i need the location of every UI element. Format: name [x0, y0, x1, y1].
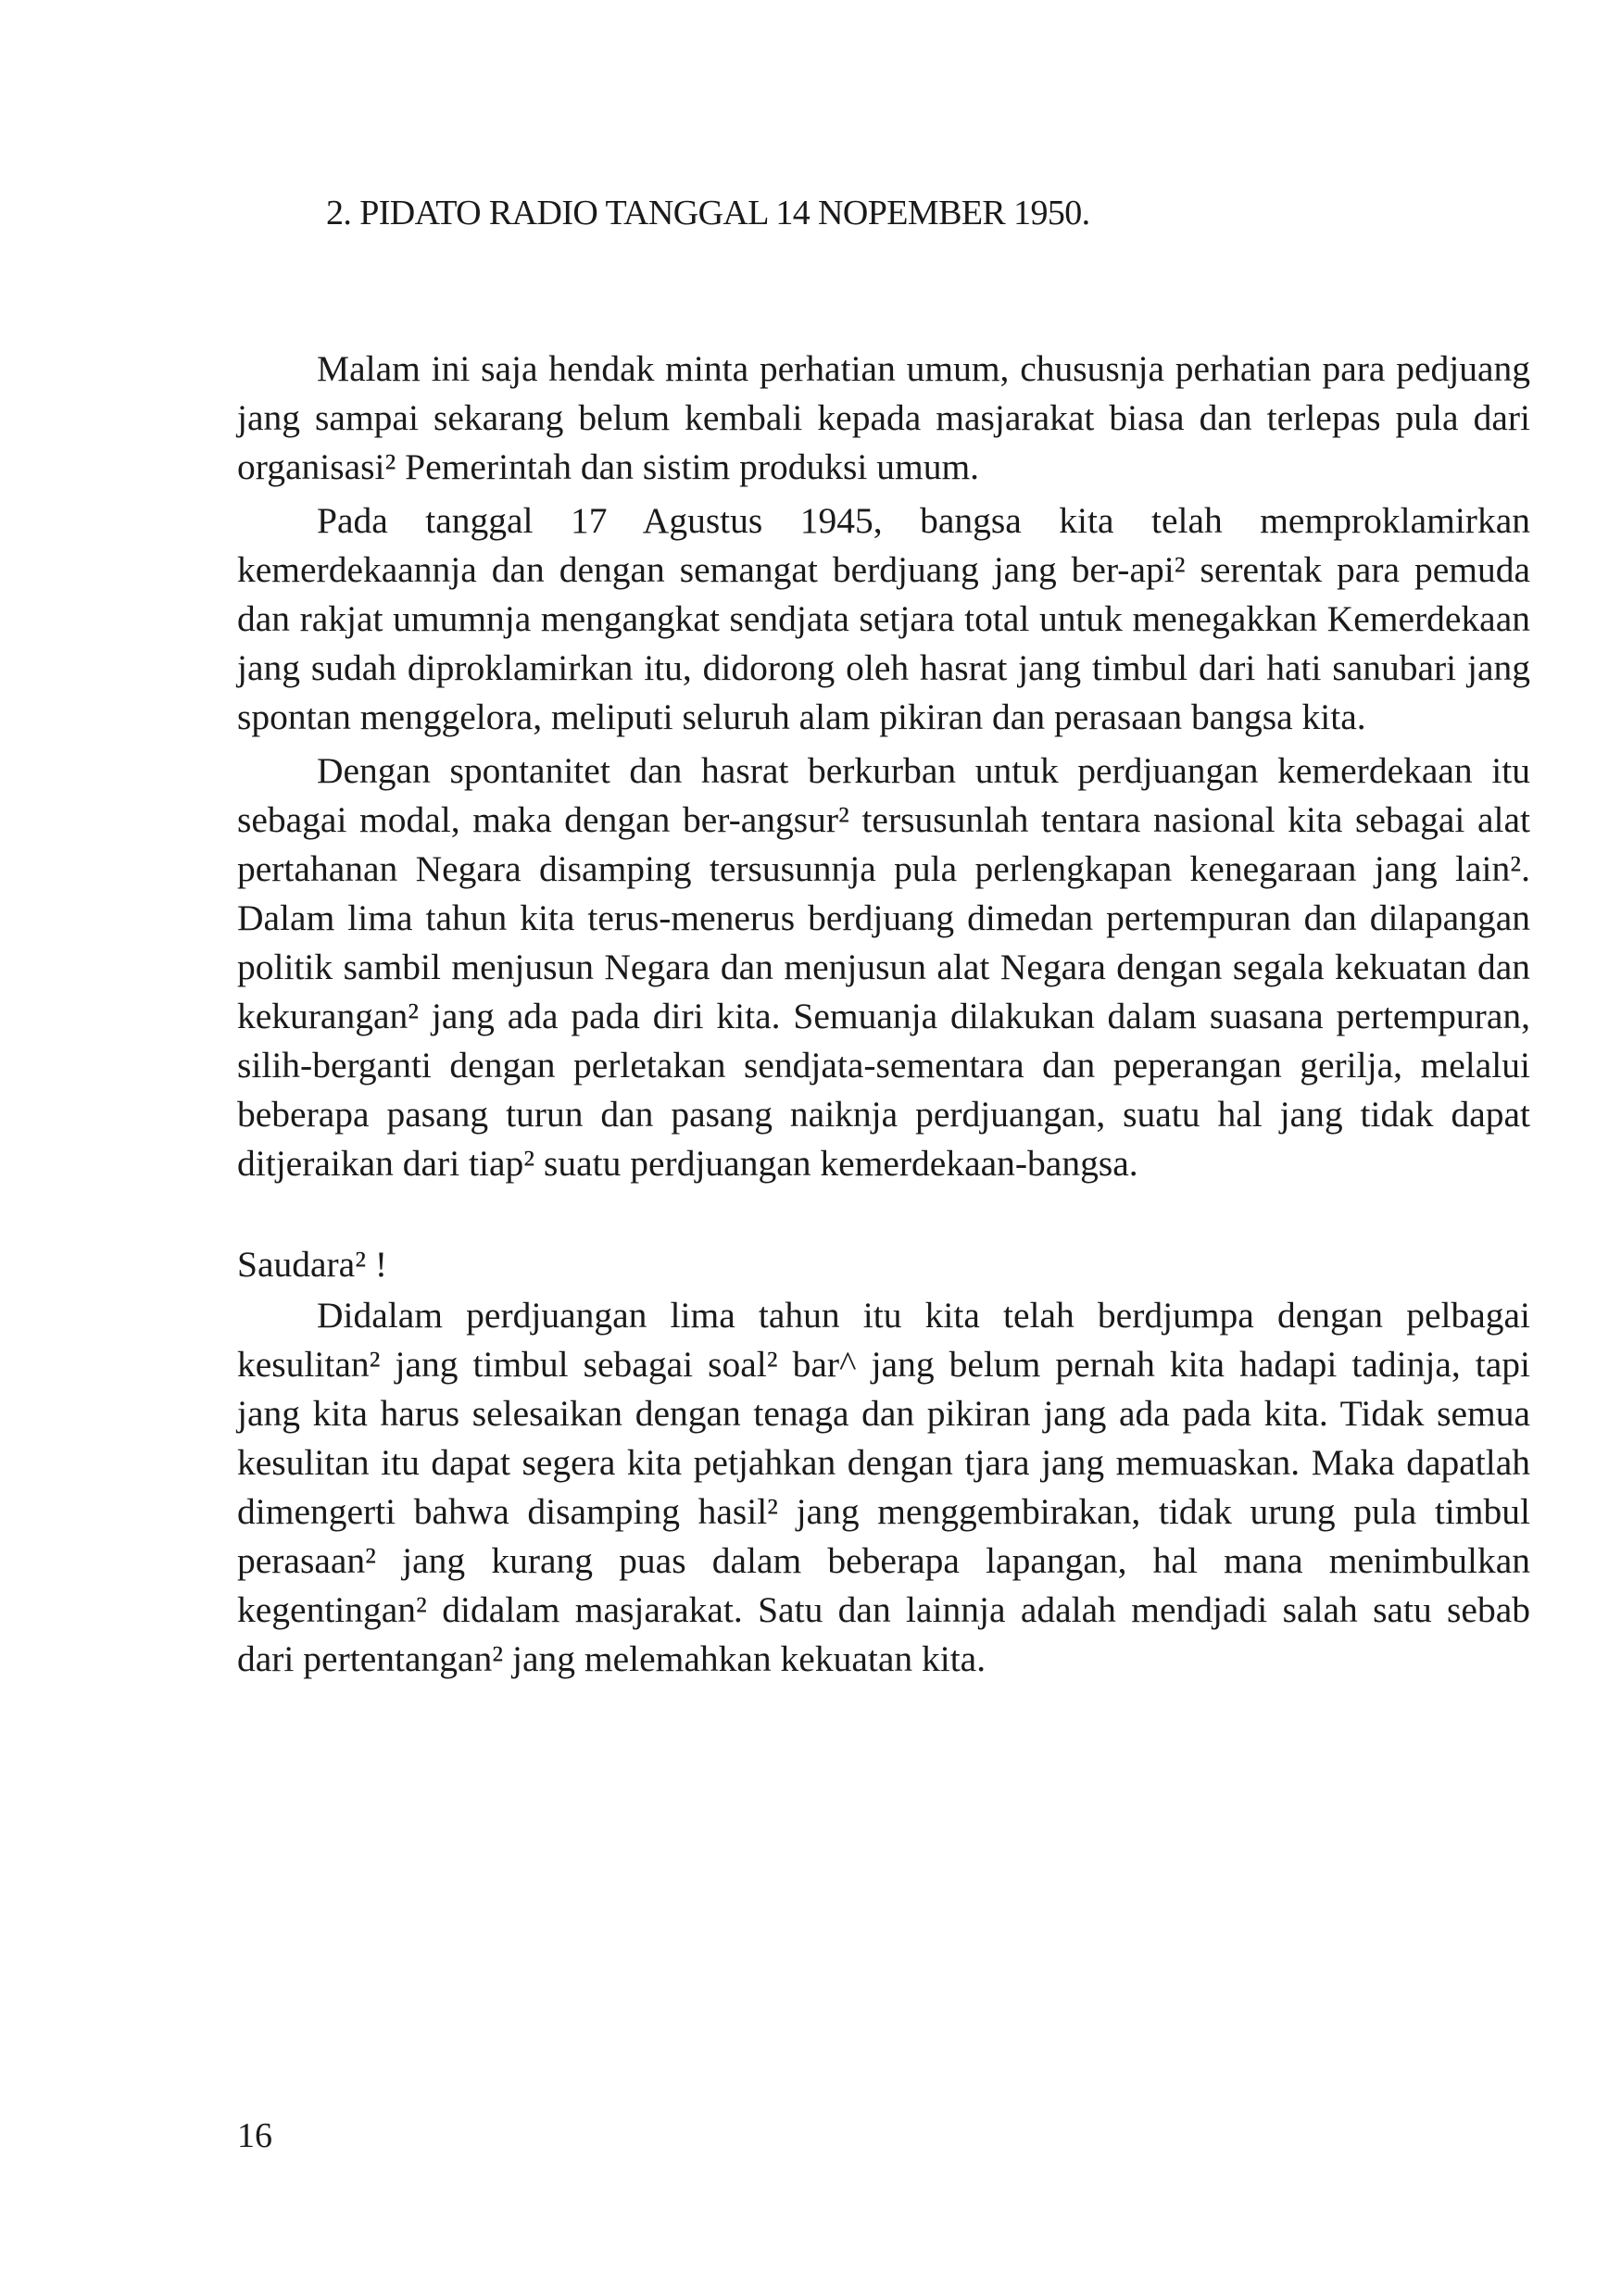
page-number: 16: [237, 2116, 272, 2155]
paragraph-opening: Malam ini saja hendak minta perhatian umum, chususnja perhatian para pedjuang jang sampai sekarang belum kembali kepada masjarakat biasa dan terlepas pula dari organisasi² Pemerintah dan sistim produksi umum.: [237, 348, 1530, 487]
paragraph-spontaneity: Dengan spontanitet dan hasrat berkurban untuk perdjuangan kemerdekaan itu sebagai modal, maka dengan ber-angsur² tersusunlah tentara nasional kita sebagai alat pertahanan Negara disamping tersusunnja pula perlengkapan kenegaraan jang lain². Dalam lima tahun kita terus-menerus berdjuang dimedan pertempuran dan dilapangan politik sambil menjusun Negara dan menjusun alat Negara dengan segala kekuatan dan kekurangan² jang ada pada diri kita. Semuanja dilakukan dalam suasana pertempuran, silih-berganti dengan perletakan sendjata-sementara dan peperangan gerilja, melalui beberapa pasang turun dan pasang naiknja perdjuangan, suatu hal jang tidak dapat ditjeraikan dari tiap² suatu perdjuangan kemerdekaan-bangsa.: [237, 750, 1530, 1184]
paragraph-proclamation: Pada tanggal 17 Agustus 1945, bangsa kita telah memproklamirkan kemerdekaannja dan dengan semangat berdjuang jang ber-api² serentak para pemuda dan rakjat umumnja mengangkat sendjata setjara total untuk menegakkan Kemerdekaan jang sudah diproklamirkan itu, didorong oleh hasrat jang timbul dari hati sanubari jang spontan menggelora, meliputi seluruh alam pikiran dan perasaan bangsa kita.: [237, 500, 1530, 737]
speech-body: [237, 345, 1530, 1684]
speech-title: 2. PIDATO RADIO TANGGAL 14 NOPEMBER 1950.: [326, 194, 1090, 232]
paragraph-difficulties: Didalam perdjuangan lima tahun itu kita telah berdjumpa dengan pelbagai kesulitan² jang timbul sebagai soal² bar^ jang belum pernah kita hadapi tadinja, tapi jang kita harus selesaikan dengan tenaga dan pikiran jang ada pada kita. Tidak semua kesulitan itu dapat segera kita petjahkan dengan tjara jang memuaskan. Maka dapatlah dimengerti bahwa disamping hasil² jang menggembirakan, tidak urung pula timbul perasaan² jang kurang puas dalam beberapa lapangan, hal mana menimbulkan kegentingan² didalam masjarakat. Satu dan lainnja adalah mendjadi salah satu sebab dari pertentangan² jang melemahkan kekuatan kita.: [237, 1295, 1530, 1679]
salutation: Saudara² !: [237, 1244, 388, 1285]
